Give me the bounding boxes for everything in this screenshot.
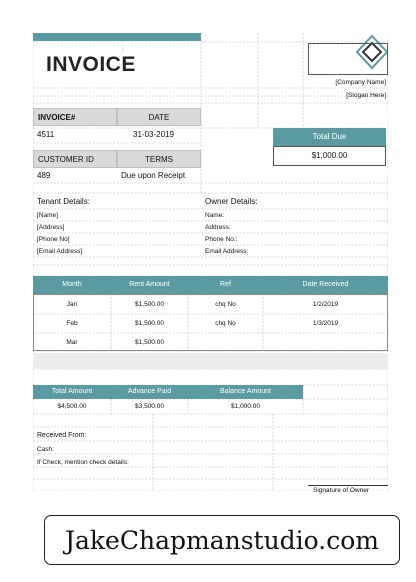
spreadsheet-grid xyxy=(33,33,388,491)
watermark-banner xyxy=(44,515,400,565)
owner-email: Email Address: xyxy=(205,248,249,255)
invoice-sheet xyxy=(33,33,388,494)
total-amount-label: Total Amount xyxy=(51,388,93,395)
tenant-phone: [Phone No] xyxy=(37,236,70,243)
invoice-number-value: 4511 xyxy=(37,130,55,139)
tenant-address: [Address] xyxy=(37,224,65,231)
row-month: Jan xyxy=(66,301,78,308)
customer-id-value: 489 xyxy=(37,171,51,180)
customer-id-label: CUSTOMER ID xyxy=(38,154,94,164)
top-accent-bar xyxy=(33,33,201,41)
row-date: 1/2/2019 xyxy=(312,301,339,308)
total-due-value: $1,000.00 xyxy=(311,151,348,160)
invoice-title: INVOICE xyxy=(46,53,136,76)
row-month: Mar xyxy=(66,339,78,346)
date-label: DATE xyxy=(148,112,170,122)
row-rent: $1,500.00 xyxy=(135,301,164,308)
advance-paid-label: Advance Paid xyxy=(127,388,172,395)
tenant-details-heading: Tenant Details: xyxy=(37,197,90,206)
balance-amount-value: $1,000.00 xyxy=(231,403,260,410)
total-amount-value: $4,500.00 xyxy=(57,403,87,410)
row-date: 1/3/2019 xyxy=(312,320,339,327)
advance-paid-value: $3,500.00 xyxy=(135,403,164,410)
terms-label: TERMS xyxy=(145,154,173,164)
row-rent: $1,500.00 xyxy=(135,339,164,346)
row-month: Feb xyxy=(66,320,78,327)
row-rent: $1,500.00 xyxy=(135,320,164,327)
payments-header-ref: Ref xyxy=(220,281,231,288)
check-details-label: If Check, mention check details: xyxy=(37,459,129,466)
watermark-text: JakeChapmanstudio.com xyxy=(64,525,379,555)
invoice-number-label: INVOICE# xyxy=(38,112,76,122)
payments-header-rent: Rent Amount xyxy=(129,281,170,288)
payments-header-month: Month xyxy=(62,281,82,288)
owner-name: Name: xyxy=(205,212,225,219)
slogan: [Slogan Here] xyxy=(346,92,386,99)
owner-address: Address: xyxy=(205,224,231,231)
terms-value: Due upon Receipt xyxy=(121,171,186,180)
row-ref: chq No xyxy=(215,301,236,308)
tenant-name: [Name] xyxy=(37,212,58,219)
signature-label: Signature of Owner xyxy=(313,487,370,494)
received-from-label: Received From: xyxy=(37,432,87,439)
balance-amount-label: Balance Amount xyxy=(220,388,271,395)
owner-details-heading: Owner Details: xyxy=(205,197,258,206)
date-header xyxy=(117,108,201,126)
terms-header xyxy=(117,150,201,168)
company-name: [Company Name] xyxy=(335,79,386,86)
company-box xyxy=(308,43,388,75)
date-value: 31-03-2019 xyxy=(133,130,174,139)
payments-header-date: Date Received xyxy=(302,281,349,288)
blank-gray-row xyxy=(33,353,388,369)
customer-id-header xyxy=(33,150,117,168)
tenant-email: [Email Address] xyxy=(37,248,83,255)
signature-line xyxy=(308,485,388,486)
total-due-label: Total Due xyxy=(312,132,347,141)
owner-phone: Phone No.: xyxy=(205,236,238,243)
row-ref: chq No xyxy=(215,320,236,327)
cash-label: Cash: xyxy=(37,446,54,453)
invoice-number-header xyxy=(33,108,117,126)
